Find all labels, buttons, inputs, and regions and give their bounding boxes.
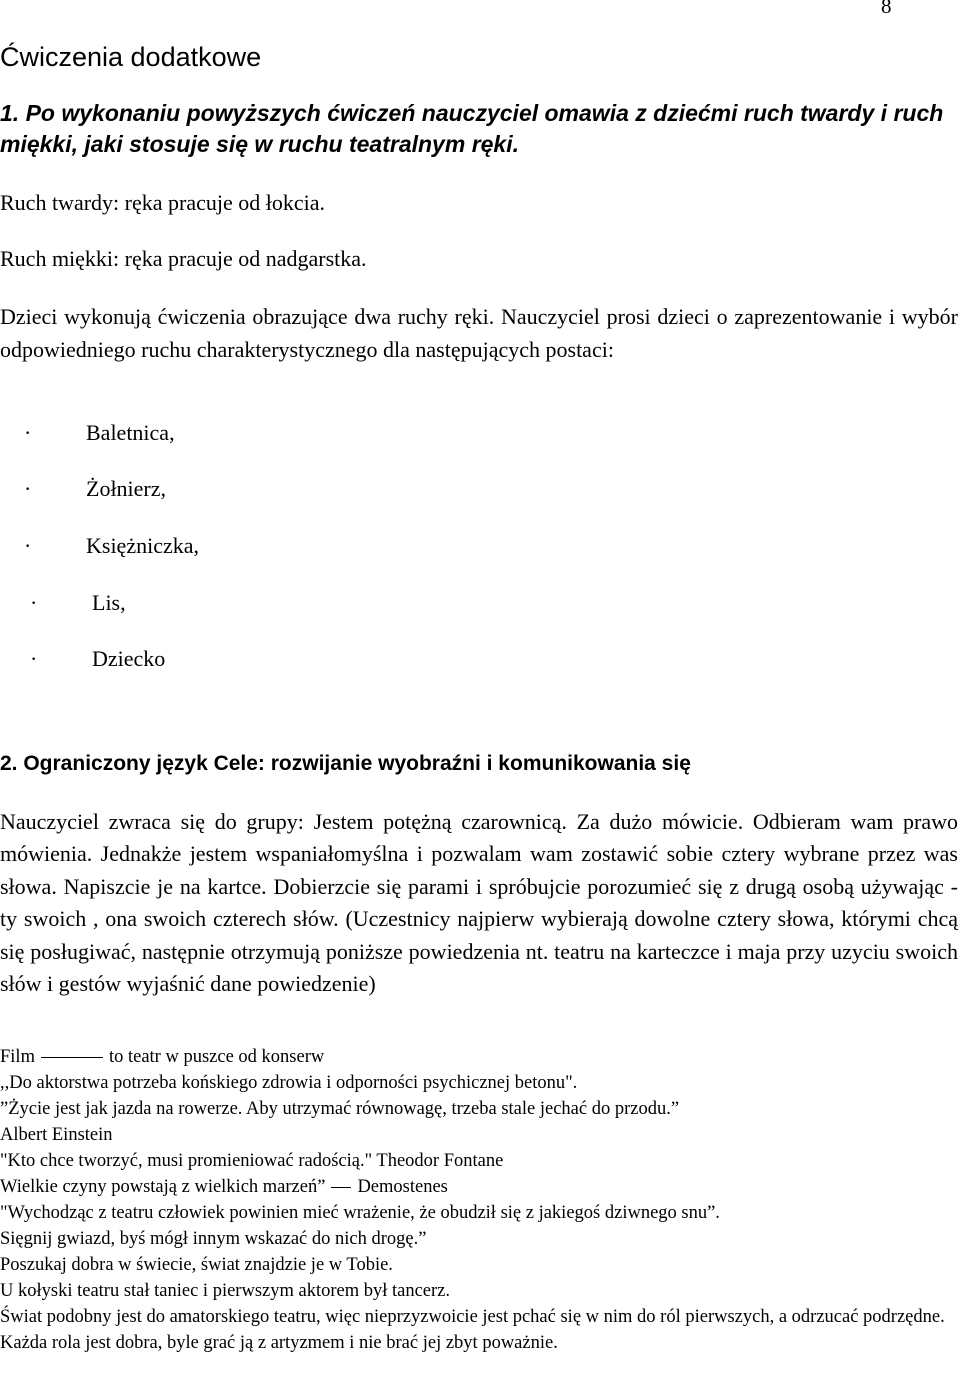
quote-item: ”Życie jest jak jazda na rowerze. Aby utrzymać równowagę, trzeba stale jechać do przodu.” [0,1099,680,1119]
exercise-2-heading: 2. Ograniczony język Cele: rozwijanie wyobraźni i komunikowania się [0,752,691,775]
quote-dream-author: Demostenes [357,1177,448,1197]
quote-item: "Kto chce tworzyć, musi promieniować radością." Theodor Fontane [0,1151,504,1171]
character-name: Dziecko [92,646,166,671]
quote-author: Albert Einstein [0,1125,113,1145]
dash-line [41,1057,103,1058]
quote-item: ,,Do aktorstwa potrzeba końskiego zdrowia i odporności psychicznej betonu". [0,1073,578,1093]
quote-item: U kołyski teatru stał taniec i pierwszym aktorem był tancerz. [0,1281,451,1301]
quote-item: Sięgnij gwiazd, byś mógł innym wskazać do nich drogę.” [0,1229,427,1249]
character-name: Lis, [92,590,126,615]
quote-film-right: to teatr w puszce od konserw [108,1047,325,1067]
bullet-mark: · [24,533,32,558]
exercise-2-body: Nauczyciel zwraca się do grupy: Jestem potężną czarownicą. Za dużo mówicie. Odbieram wam prawo mówienia. Jednakże jestem wspaniałomyślna i pozwalam wam zostawić sobie cztery wybrane przez was słowa. Napiszcie je na kartce. Dobierzcie się parami i spróbujcie porozumieć się z drugą osobą używając - ty swoich , ona swoich czterech słów. (Uczestnicy najpierw wybierają dowolne cztery słowa, którymi chcą się posługiwać, następnie otrzymują poniższe powiedzenia nt. teatru na karteczce i maja przy uzyciu swoich słów i gestów wyjaśnić dane powiedzenie) [0,809,958,997]
character-name: Baletnica, [86,420,175,445]
character-name: Żołnierz, [86,476,167,501]
page-title: Ćwiczenia dodatkowe [0,42,262,72]
quote-dream [0,1174,958,1200]
bullet-mark: · [30,590,38,615]
exercise-1-heading: 1. Po wykonaniu powyższych ćwiczeń nauczyciel omawia z dziećmi ruch twardy i ruch miękki, jaki stosuje się w ruchu teatralnym ręki. [0,100,944,157]
quote-film [0,1044,958,1070]
hard-move-text: Ruch twardy: ręka pracuje od łokcia. [0,190,325,215]
quotes-list [0,1044,958,1356]
quote-film-left: Film [0,1047,35,1067]
soft-move-text: Ruch miękki: ręka pracuje od nadgarstka. [0,246,367,271]
quote-item: Poszukaj dobra w świecie, świat znajdzie je w Tobie. [0,1255,393,1275]
exercise-1-instruction: Dzieci wykonują ćwiczenia obrazujące dwa ruchy ręki. Nauczyciel prosi dzieci o zaprezentowanie i wybór odpowiedniego ruchu charakterystycznego dla następujących postaci: [0,304,958,362]
quote-item: Każda rola jest dobra, byle grać ją z artyzmem i nie brać jej zbyt poważnie. [0,1333,558,1353]
quote-item: "Wychodząc z teatru człowiek powinien mieć wrażenie, że obudził się z jakiegoś dziwnego snu”. [0,1203,720,1223]
bullet-mark: · [24,420,32,445]
page-number: 8 [881,0,892,18]
dash-line [331,1187,351,1188]
quote-dream-left: Wielkie czyny powstają z wielkich marzeń” [0,1177,326,1197]
bullet-mark: · [30,646,38,671]
quote-item: Świat podobny jest do amatorskiego teatru, więc nieprzyzwoicie jest pchać się w nim do ról pierwszych, a odrzucać podrzędne. [0,1307,945,1327]
character-name: Księżniczka, [86,533,199,558]
bullet-mark: · [24,476,32,501]
